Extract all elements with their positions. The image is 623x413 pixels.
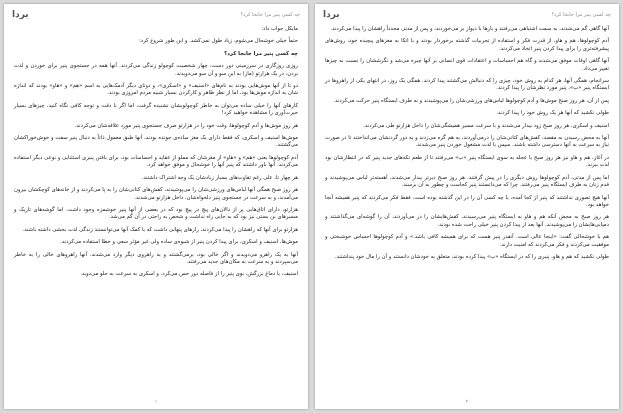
page-header [4, 4, 308, 26]
page-number: ۲ [465, 399, 469, 405]
paragraph: هر چهار تا، علی رغم تفاوت‌های بسیار زیادشان یک وجه اشتراک داشتند. [141, 174, 298, 181]
page-number: ۱ [154, 399, 158, 405]
paragraph: آنها به یک راهرو می‌دویدند و اگر خالی بود، برمی‌گشتند و به راهروی دیگر وارد می‌شدند. آنها راهروهای خالی را به خاطر می‌سپردند و به سرعت به مکان‌های جدید می‌رفتند. [14, 251, 298, 265]
running-title: چه کسی پنیر مرا جابجا کرد؟ [240, 12, 300, 18]
page-text [14, 26, 298, 279]
paragraph: حتماً خیلی خوشحال می‌شوم. زیاد طول نمی‌کشد. و این طور شروع کرد: [138, 38, 298, 45]
paragraph: آنها گاهی اوقات موفق می‌شدند و گاه هم احساسات و اعتقادات قوی انسانی بر آنها چیره می‌شد و نگرششان را نسبت به چیزها تغییر می‌داد. [325, 58, 609, 72]
paragraph: طولی نکشید که آنها هر یک روش خود را پیدا کردند. [496, 110, 609, 117]
page-right [315, 4, 619, 409]
paragraph: آدم کوچولوها یعنی «هم» و «هاو» از مغزشان که مملو از عقاید و احساسات بود، برای یافتن پنیری استثنایی و نوعی دیگر استفاده می‌کردند. آنها باور داشتند که پنیر آنها را خوشحال و موفق خواهد کرد. [14, 154, 298, 169]
paragraph: آنها به محض رسیدن به مقصد، کفش‌های کتانی‌شان را درمی‌آوردند، به هم گره می‌زدند و به دور گردنشان می‌انداختند تا در صورت نیاز به سرعت به آنها دسترسی داشته باشند. سپس با لذت مشغول خوردن پنیر می‌شدند. [325, 135, 609, 149]
paragraph: طولی نکشید که هم و هاو، پنیری را که در ایستگاه «ب» پیدا کرده بودند، متعلق به خودشان دانستند و آن را مال خود پنداشتند. [334, 253, 609, 260]
page-left [4, 4, 308, 409]
paragraph: هزارتو برای آنها که راهشان را پیدا می‌کردند، رازهای پنهانی داشت که با کمک آنها می‌توانستند زندگی لذت بخشی داشته باشند. [22, 226, 298, 233]
page-header [315, 4, 619, 26]
paragraph: هر روز صبح به محض آنکه هم و هاو به ایستگاه پنیر می‌رسیدند، کفش‌هایشان را در می‌آوردند، آن را گوشه‌ای می‌گذاشتند و دمپایی‌هایشان را می‌پوشیدند. آنها بعد از پیدا کردن پنیر خیلی راحت شده بودند. [325, 214, 609, 228]
paragraph: روزی روزگاری در سرزمینی دور دست، چهار شخصیت کوچولو زندگی می‌کردند. آنها همه در جستجوی پنیر برای خوردن و لذت بردن، در یک هزارتو (ماز) به این سو و آن سو می‌دویدند. [14, 63, 298, 77]
publisher-logo: ﺑﺮﺩﺍ [323, 10, 340, 20]
paragraph: پس از آن، هر روز صبح موش‌ها و آدم کوچولوها لباس‌های ورزشی‌شان را می‌پوشیدند و به طرف ایستگاه پنیر حرکت می‌کردند. [333, 97, 609, 104]
paragraph: آنها هیچ تصوری نداشتند که پنیر از کجا آمده، یا چه کسی آن را در این گذشته بوده است. فقط فکر می‌کردند که پنیر همیشه آنجا خواهد بود. [325, 194, 609, 208]
publisher-logo: ﺑﺮﺩﺍ [12, 10, 29, 20]
paragraph: آنها گاهی گم می‌شدند، به سمت اشتباهی می‌رفتند و بارها با دیوار بر می‌خوردند، و پس از مدتی مجدداً راهشان را پیدا می‌کردند. [330, 26, 609, 32]
paragraph: مایکل جواب داد: [261, 26, 298, 32]
paragraph: اما پس از مدتی، آدم کوچولوها روش دیگری را در پیش گرفتند. هر روز صبح دیرتر بیدار می‌شدند، آهسته‌تر لباس می‌پوشیدند و قدم زنان به طرف ایستگاه پنیر می‌رفتند. چرا که می‌دانستند پنیر کجاست و چطور به آن برسند. [325, 174, 609, 189]
paragraph: موش‌ها اسنیف و اسکری، که فقط دارای یک مغز ساده‌ی جونده بودند، آنها طبق معمول ذاتاً به دنبال پنیر سفت و خوش‌خوراکشان می‌گشتند. [14, 135, 298, 149]
paragraph: هر روز صبح همگی آنها لباس‌های ورزشی‌شان را می‌پوشیدند، کفش‌های کتانی‌شان را به پا می‌کردند و از خانه‌های کوچکشان بیرون می‌آمدند، و به سرعت در جستجوی پنیر دلخواه‌شان، داخل هزارتو می‌شدند. [14, 187, 298, 201]
paragraph: هر روز موش‌ها و آدم کوچولوها، وقت خود را در هزارتو صرف جستجوی پنیر مورد علاقه‌شان می‌کردند. [74, 122, 298, 129]
paragraph: موش‌ها، اسنیف و اسکری، برای پیدا کردن پنیر از شیوه‌ی ساده ولی غیر مؤثر سعی و خطا استفاده می‌کردند. [60, 239, 298, 246]
section-heading: چه کسی پنیر مرا جابجا کرد؟ [224, 50, 298, 57]
paragraph: هزارتو، دارای اتاق‌هایی پر از دالان‌های پیچ در پیچ بود که در بعضی از آنها پنیر خوشمزه وجود داشت. اما گوشه‌های تاریک و مسیرهای بن بستی نیز بود که به جایی راه نداشت و شخص به راحتی در آن گم می‌شد. [14, 206, 298, 221]
paragraph: اسنیف، با دماغ بزرگش، بوی پنیر را از فاصله دور حس می‌کرد، و اسکری به سرعت به جلو می‌دوید. [80, 271, 298, 278]
paragraph: دو تا از آنها موش‌هایی بودند به نام‌های «اسنیف» و «اسکری»، و دوتای دیگر آدمک‌هایی به اسم «هم» و «هاو» بودند که اندازه شان به اندازه موش‌ها بود، اما از نظر ظاهر و کارکردن بسیار شبیه مردم امروزی بودند. [14, 83, 298, 97]
paragraph: کارهای آنها را خیلی ساده می‌توان به خاطر کوچولویشان نشنیده گرفت، اما اگر با دقت و توجه کافی نگاه کنید، چیزهای بسیار حیرت‌آوری را مشاهده خواهید کرد! [14, 102, 298, 117]
paragraph: آدم کوچولوها، هم و هاو، از قدرت فکر و استفاده از تجربیات گذشته برخوردار بودند و با اتکا به مغزهای پیچیده خود، روش‌های پیشرفته‌تری را برای پیدا کردن پنیر اتخاذ می‌کردند. [325, 38, 609, 52]
paragraph: در آغاز، هم و هاو نیز هر روز صبح با عجله به سوی ایستگاه پنیر «ب» می‌رفتند تا از طعم تکه‌های جدید پنیر که در انتظارشان بود لذت ببرند. [325, 154, 609, 169]
paragraph: سرانجام، همگی آنها، هر کدام به روش خود، چیزی را که دنبالش می‌گشتند پیدا کردند. همگی یک روز، در انتهای یکی از راهروها در ایستگاه پنیر «ب»، پنیر مورد نظرشان را پیدا کردند. [325, 78, 609, 92]
paragraph: هم با خوشحالی گفت: «اینجا عالی است. آنقدر پنیر هست که برای همیشه کافی باشد.» و آدم کوچولوها احساس خوشبختی و موفقیت می‌کردند و فکر می‌کردند که امنیت دارند. [325, 234, 609, 248]
paragraph: اسنیف و اسکری، هر روز صبح زود بیدار می‌شدند و با سرعت مسیر همیشگی‌شان را داخل هزارتو طی می‌کردند. [363, 122, 609, 129]
page-text [325, 26, 609, 261]
running-title: چه کسی پنیر مرا جابجا کرد؟ [551, 12, 611, 18]
